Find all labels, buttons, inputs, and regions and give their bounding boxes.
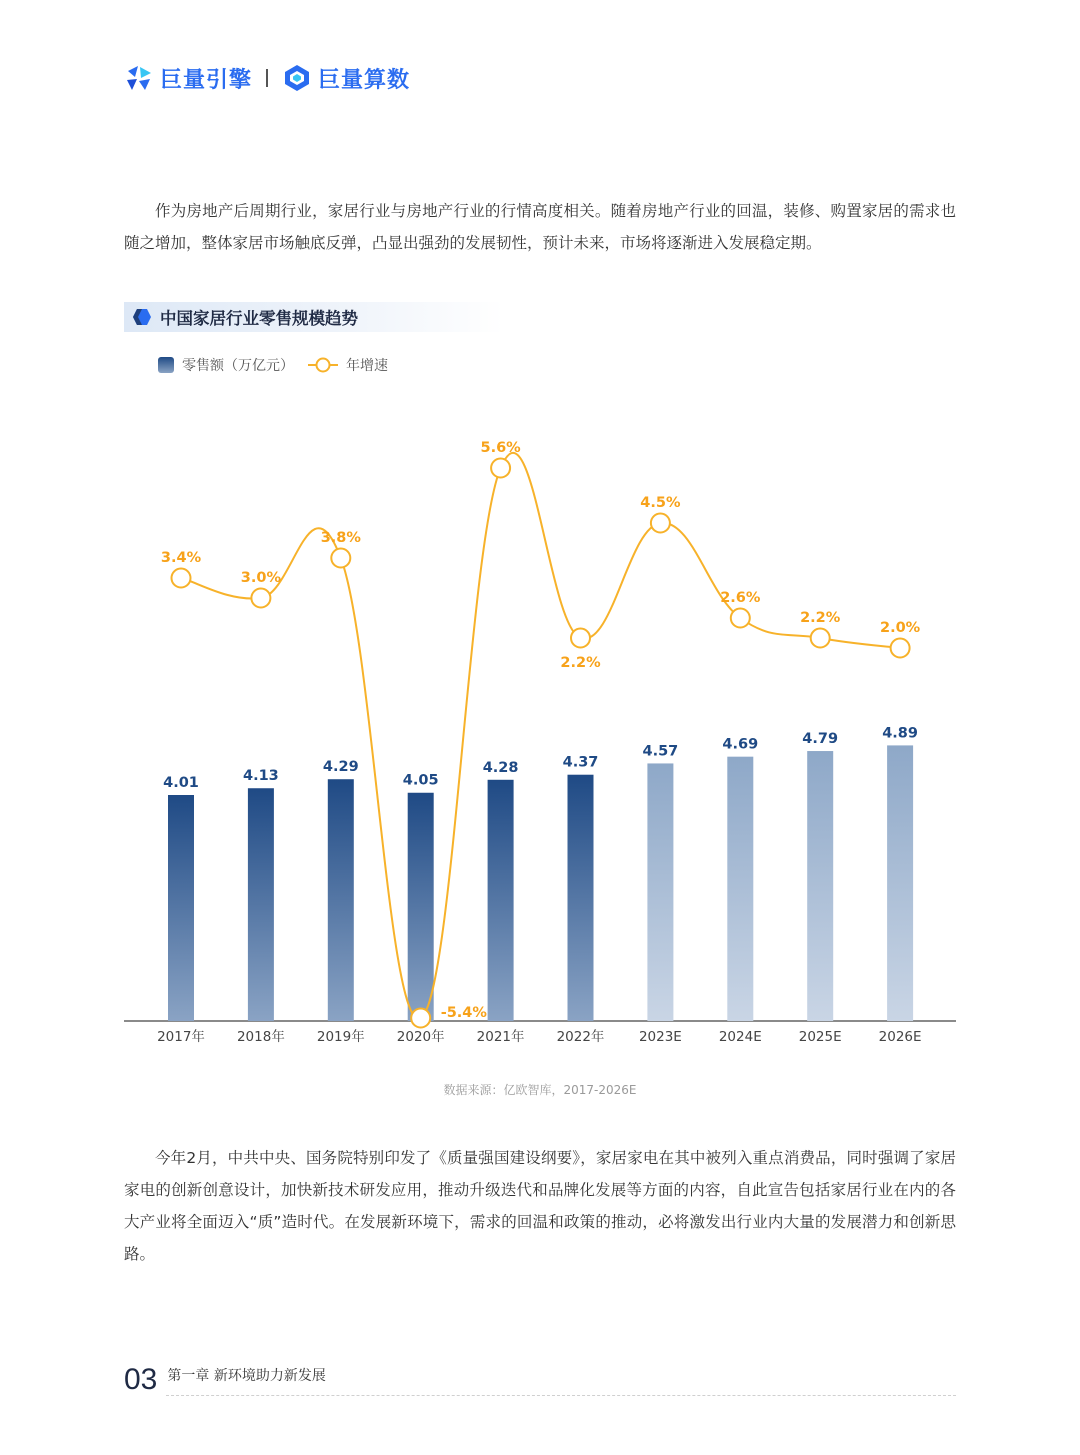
growth-point-2022年 bbox=[571, 629, 590, 648]
bar-label-2026E: 4.89 bbox=[882, 725, 918, 742]
bar-label-2018年: 4.13 bbox=[243, 768, 279, 785]
growth-point-2025E bbox=[811, 629, 830, 648]
growth-point-2019年 bbox=[331, 549, 350, 568]
x-tick-2025E: 2025E bbox=[798, 1029, 842, 1045]
growth-label-2022年: 2.2% bbox=[560, 655, 601, 671]
growth-point-2026E bbox=[891, 639, 910, 658]
brand2-label: 巨量算数 bbox=[318, 67, 411, 93]
intro-paragraph: 作为房地产后周期行业，家居行业与房地产行业的行情高度相关。随着房地产行业的回温，装修、购置家居的需求也随之增加，整体家居市场触底反弹，凸显出强劲的发展韧性，预计未来，市场将逐渐进入发展稳定期。 bbox=[124, 202, 956, 252]
bar-2020年 bbox=[408, 793, 434, 1021]
bar-2017年 bbox=[168, 795, 194, 1021]
brand-divider bbox=[266, 69, 268, 87]
growth-point-2017年 bbox=[172, 569, 191, 588]
bar-2022年 bbox=[568, 775, 594, 1021]
growth-point-2018年 bbox=[251, 589, 270, 608]
bar-label-2025E: 4.79 bbox=[802, 731, 839, 748]
bar-label-2022年: 4.37 bbox=[562, 754, 599, 771]
x-tick-2026E: 2026E bbox=[878, 1029, 922, 1045]
growth-point-2021年 bbox=[491, 459, 510, 478]
legend-bar-label: 零售额（万亿元） bbox=[182, 358, 294, 374]
bar-label-2017年: 4.01 bbox=[163, 775, 199, 791]
data-source: 数据来源：亿欧智库，2017-2026E bbox=[443, 1083, 637, 1097]
page-number: 03 bbox=[124, 1363, 158, 1396]
legend-line-label: 年增速 bbox=[346, 358, 388, 374]
bar-label-2021年: 4.28 bbox=[482, 759, 519, 776]
bar-label-2020年: 4.05 bbox=[402, 772, 439, 789]
bar-2024E bbox=[727, 757, 753, 1021]
footer bbox=[124, 1362, 956, 1398]
bar-label-2023E: 4.57 bbox=[642, 743, 679, 760]
header bbox=[124, 58, 410, 98]
growth-label-2024E: 2.6% bbox=[720, 590, 761, 606]
retail-trend-chart bbox=[0, 340, 1080, 1050]
growth-point-2020年 bbox=[411, 1009, 430, 1028]
body-paragraph: 今年2月，中共中央、国务院特别印发了《质量强国建设纲要》，家居家电在其中被列入重点消费品，同时强调了家居家电的创新创意设计，加快新技术研发应用，推动升级迭代和品牌化发展等方面的内容，自此宣告包括家居行业在内的各大产业将全面迈入“质”造时代。在发展新环境下，需求的回温和政策的推动，必将激发出行业内大量的发展潜力和创新思路。 bbox=[124, 1149, 956, 1263]
bar-label-2019年: 4.29 bbox=[322, 759, 359, 776]
x-tick-2017年: 2017年 bbox=[157, 1029, 205, 1045]
growth-label-2021年: 5.6% bbox=[480, 440, 521, 456]
bar-2019年 bbox=[328, 779, 354, 1021]
juliang-engine-logo-icon bbox=[124, 63, 154, 93]
x-tick-2019年: 2019年 bbox=[316, 1029, 365, 1045]
growth-label-2026E: 2.0% bbox=[879, 620, 921, 636]
legend-bar-swatch bbox=[158, 357, 174, 373]
footer-divider bbox=[166, 1395, 956, 1396]
chapter-title: 第一章 新环境助力新发展 bbox=[167, 1368, 326, 1384]
section-title bbox=[124, 302, 504, 332]
growth-label-2023E: 4.5% bbox=[640, 495, 681, 511]
bar-2023E bbox=[647, 763, 673, 1021]
growth-point-2024E bbox=[731, 609, 750, 628]
growth-point-2023E bbox=[651, 514, 670, 533]
growth-label-2025E: 2.2% bbox=[800, 610, 841, 626]
legend-line-marker bbox=[317, 359, 330, 372]
section-title-text: 中国家居行业零售规模趋势 bbox=[160, 309, 358, 328]
x-tick-2022年: 2022年 bbox=[556, 1029, 605, 1045]
growth-label-2020年: -5.4% bbox=[440, 1005, 487, 1021]
brand-juliang-engine bbox=[124, 63, 252, 94]
brand1-label: 巨量引擎 bbox=[160, 67, 253, 93]
bar-2021年 bbox=[488, 780, 514, 1021]
growth-line bbox=[181, 453, 900, 1019]
bar-2018年 bbox=[248, 788, 274, 1021]
x-tick-2024E: 2024E bbox=[718, 1029, 762, 1045]
x-tick-2018年: 2018年 bbox=[236, 1029, 285, 1045]
x-tick-2021年: 2021年 bbox=[476, 1029, 525, 1045]
juliang-suanshu-logo-icon bbox=[282, 63, 312, 93]
bar-label-2024E: 4.69 bbox=[722, 736, 759, 753]
growth-label-2019年: 3.8% bbox=[320, 530, 361, 546]
growth-label-2018年: 3.0% bbox=[240, 570, 282, 586]
growth-label-2017年: 3.4% bbox=[160, 550, 202, 566]
bar-2026E bbox=[887, 745, 913, 1021]
x-tick-2020年: 2020年 bbox=[396, 1029, 445, 1045]
brand-juliang-suanshu bbox=[282, 63, 410, 94]
x-tick-2023E: 2023E bbox=[638, 1029, 682, 1045]
bar-2025E bbox=[807, 751, 833, 1021]
hexagon-marker-icon bbox=[132, 308, 152, 326]
